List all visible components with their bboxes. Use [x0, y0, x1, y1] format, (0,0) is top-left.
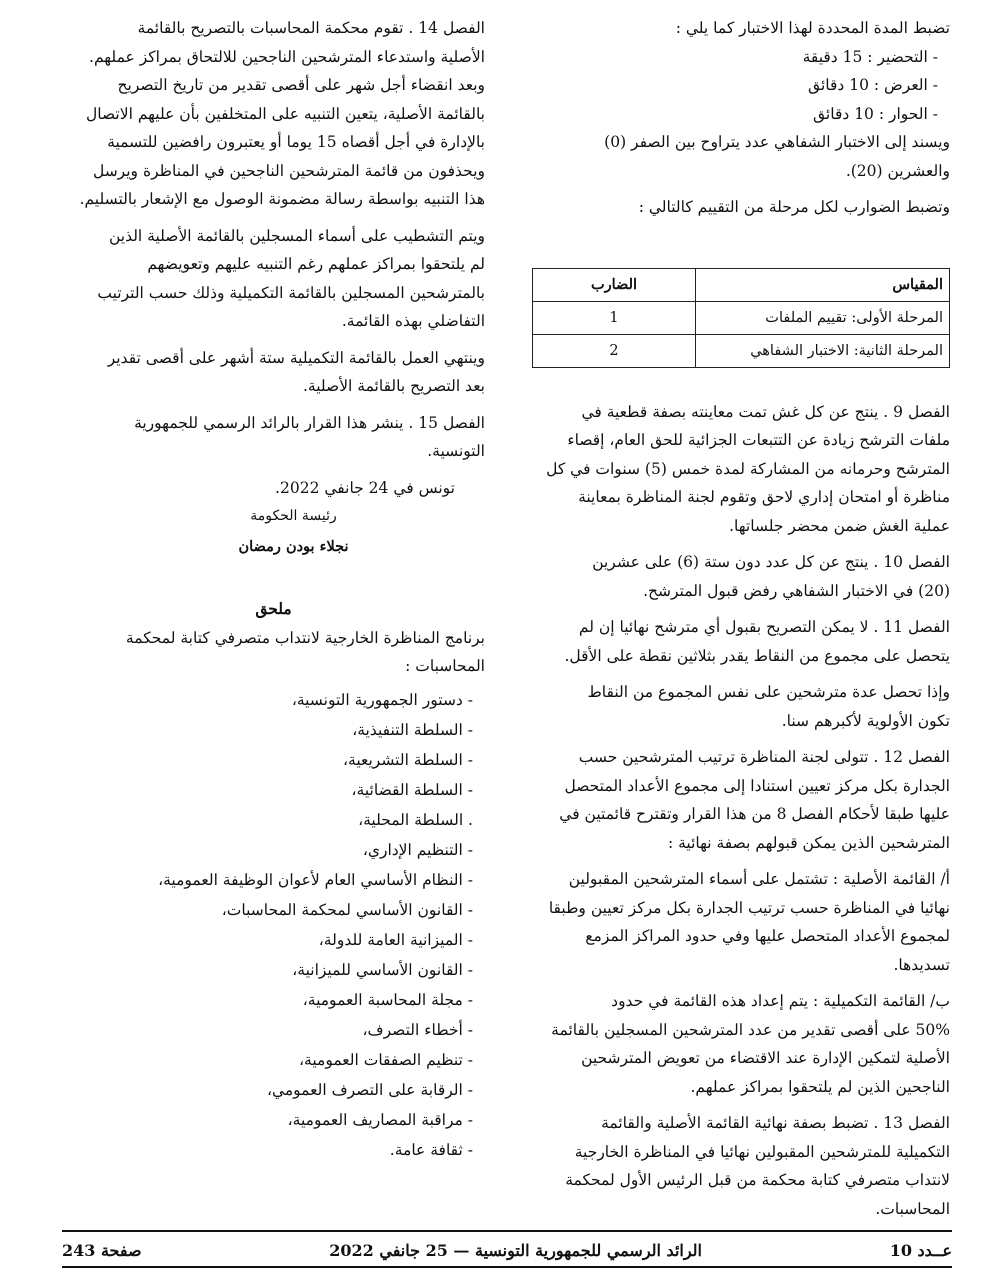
article-12-original-list: أ/ القائمة الأصلية : تشتمل على أسماء المترشحين المقبولين نهائيا في المناظرة حسب ترتيب الجدارة بكل مركز تعيين وطبقا لمجموع الأعداد المتحصل عليها وفي حدود المراكز المزمع تسديدها.: [548, 870, 950, 974]
article-14-removal: ويتم التشطيب على أسماء المسجلين بالقائمة الأصلية الذين لم يلتحقوا بمراكز عملهم رغم التنبيه عليهم وتعويضهم بالمترشحين المسجلين بالقائمة التكميلية وذلك حسب الترتيب التفاضلي بهذه القائمة.: [97, 226, 485, 330]
coefficient-table: [532, 268, 950, 368]
list-item: - الميزانية العامة للدولة،: [318, 930, 473, 949]
table-header-criterion: المقياس: [696, 268, 950, 301]
table-header-coef: الضارب: [533, 268, 696, 301]
article-11: الفصل 11 . لا يمكن التصريح بقبول أي مترشح نهائيا إن لم يتحصل على مجموع من النقاط يقدر بثلاثين نقطة على الأقل.: [564, 618, 950, 665]
duration-intro: تضبط المدة المحددة لهذا الاختبار كما يلي :: [675, 19, 950, 37]
list-item: - السلطة التشريعية،: [343, 750, 473, 769]
list-item: - مجلة المحاسبة العمومية،: [302, 990, 473, 1009]
annex-title: ملحق: [255, 599, 292, 618]
table-cell-criterion: المرحلة الأولى: تقييم الملفات: [696, 301, 950, 334]
page-number: صفحة 243: [62, 1240, 142, 1260]
article-10: الفصل 10 . ينتج عن كل عدد دون ستة (6) على عشرين (20) في الاختبار الشفاهي رفض قبول المترشح.: [592, 553, 950, 600]
list-item: - التنظيم الإداري،: [362, 840, 473, 859]
issue-number: عــدد 10: [889, 1240, 952, 1260]
list-item: - تنظيم الصفقات العمومية،: [299, 1050, 473, 1069]
journal-title: الرائد الرسمي للجمهورية التونسية — 25 جانفي 2022: [329, 1240, 702, 1260]
footer-rule-top: [62, 1230, 952, 1232]
page-footer: [62, 1236, 952, 1264]
list-item: - القانون الأساسي لمحكمة المحاسبات،: [221, 900, 473, 919]
annex-intro: برنامج المناظرة الخارجية لانتداب متصرفي كتابة لمحكمة المحاسبات :: [125, 628, 485, 675]
article-11-tiebreak: وإذا تحصل عدة مترشحين على نفس المجموع من النقاط تكون الأولوية لأكبرهم سنا.: [587, 683, 950, 730]
list-item: - ثقافة عامة.: [389, 1140, 473, 1159]
table-cell-coef: 2: [533, 334, 696, 367]
signing-date: تونس في 24 جانفي 2022.: [275, 478, 455, 497]
signer-title: رئيسة الحكومة: [250, 508, 337, 524]
list-item: - السلطة التنفيذية،: [352, 720, 473, 739]
list-item: - مراقبة المصاريف العمومية،: [287, 1110, 473, 1129]
list-item: - النظام الأساسي العام لأعوان الوظيفة العمومية،: [158, 870, 473, 889]
table-header-row: [533, 268, 950, 301]
duration-item: - العرض : 10 دقائق: [808, 76, 938, 94]
annex-list: [62, 685, 485, 1165]
list-item: - السلطة القضائية،: [351, 780, 473, 799]
table-cell-coef: 1: [533, 301, 696, 334]
left-column: [62, 14, 485, 1165]
article-13: الفصل 13 . تضبط بصفة نهائية القائمة الأصلية والقائمة التكميلية للمترشحين المقبولين نهائيا في المناظرة الخارجية لانتداب متصرفي كتابة محكمة من قبل الرئيس الأول لمحكمة المحاسبات.: [565, 1114, 950, 1218]
list-item: . السلطة المحلية،: [358, 810, 473, 829]
article-12: الفصل 12 . تتولى لجنة المناظرة ترتيب المترشحين حسب الجدارة بكل مركز تعيين استنادا إلى مجموع الأعداد المتحصل عليها طبقا لأحكام الفصل 8 من هذا القرار وتقترح قائمتين في المترشحين الذين يمكن قبولهم بصفة نهائية :: [559, 748, 950, 852]
right-column: [530, 14, 950, 1231]
article-14: الفصل 14 . تقوم محكمة المحاسبات بالتصريح بالقائمة الأصلية واستدعاء المترشحين الناجحين للالتحاق بمراكز عملهم. وبعد انقضاء أجل شهر على أقصى تقدير من تاريخ التصريح بالقائمة الأصلية، يتعين التنبيه على المتخلفين بأن عليهم الاتصال بالإدارة في أجل أقصاه 15 يوما أو يعتبرون رافضين للتسمية ويحذفون من قائمة المترشحين الناجحين في المناظرة ويرسل هذا التنبيه بواسطة رسالة مضمونة الوصول مع الإشعار بالتسليم.: [79, 19, 485, 208]
signer-name: نجلاء بودن رمضان: [238, 537, 349, 555]
coef-intro: وتضبط الضوارب لكل مرحلة من التقييم كالتالي :: [638, 198, 950, 216]
list-item: - الرقابة على التصرف العمومي،: [266, 1080, 473, 1099]
article-15: الفصل 15 . ينشر هذا القرار بالرائد الرسمي للجمهورية التونسية.: [134, 413, 485, 460]
article-14-expiry: وينتهي العمل بالقائمة التكميلية ستة أشهر على أقصى تقدير بعد التصريح بالقائمة الأصلية.: [107, 348, 485, 395]
footer-rule-bottom: [62, 1266, 952, 1268]
article-12-supplementary-list: ب/ القائمة التكميلية : يتم إعداد هذه القائمة في حدود 50% على أقصى تقدير من عدد المترشحين المسجلين بالقائمة الأصلية لتمكين الإدارة عند الاقتضاء من تعويض المترشحين الناجحين الذين لم يلتحقوا بمراكز عملهم.: [551, 992, 950, 1096]
list-item: - أخطاء التصرف،: [362, 1020, 473, 1039]
list-item: - دستور الجمهورية التونسية،: [291, 690, 473, 709]
duration-item: - الحوار : 10 دقائق: [812, 104, 938, 123]
table-row: [533, 334, 950, 367]
duration-list: [530, 43, 950, 129]
duration-item: - التحضير : 15 دقيقة: [802, 47, 938, 66]
table-cell-criterion: المرحلة الثانية: الاختبار الشفاهي: [696, 334, 950, 367]
list-item: - القانون الأساسي للميزانية،: [292, 960, 473, 979]
article-9: الفصل 9 . ينتج عن كل غش تمت معاينته بصفة قطعية في ملفات الترشح زيادة عن التتبعات الجزائية للحق العام، إقصاء المترشح وحرمانه من المشاركة لمدة خمس (5) سنوات في كل مناظرة أو امتحان إداري لاحق وتقوم لجنة المناظرة بمعاينة عملية الغش ضمن محضر جلساتها.: [546, 402, 950, 535]
table-row: [533, 301, 950, 334]
oral-score-paragraph: ويسند إلى الاختبار الشفاهي عدد يتراوح بين الصفر (0) والعشرين (20).: [604, 133, 950, 180]
